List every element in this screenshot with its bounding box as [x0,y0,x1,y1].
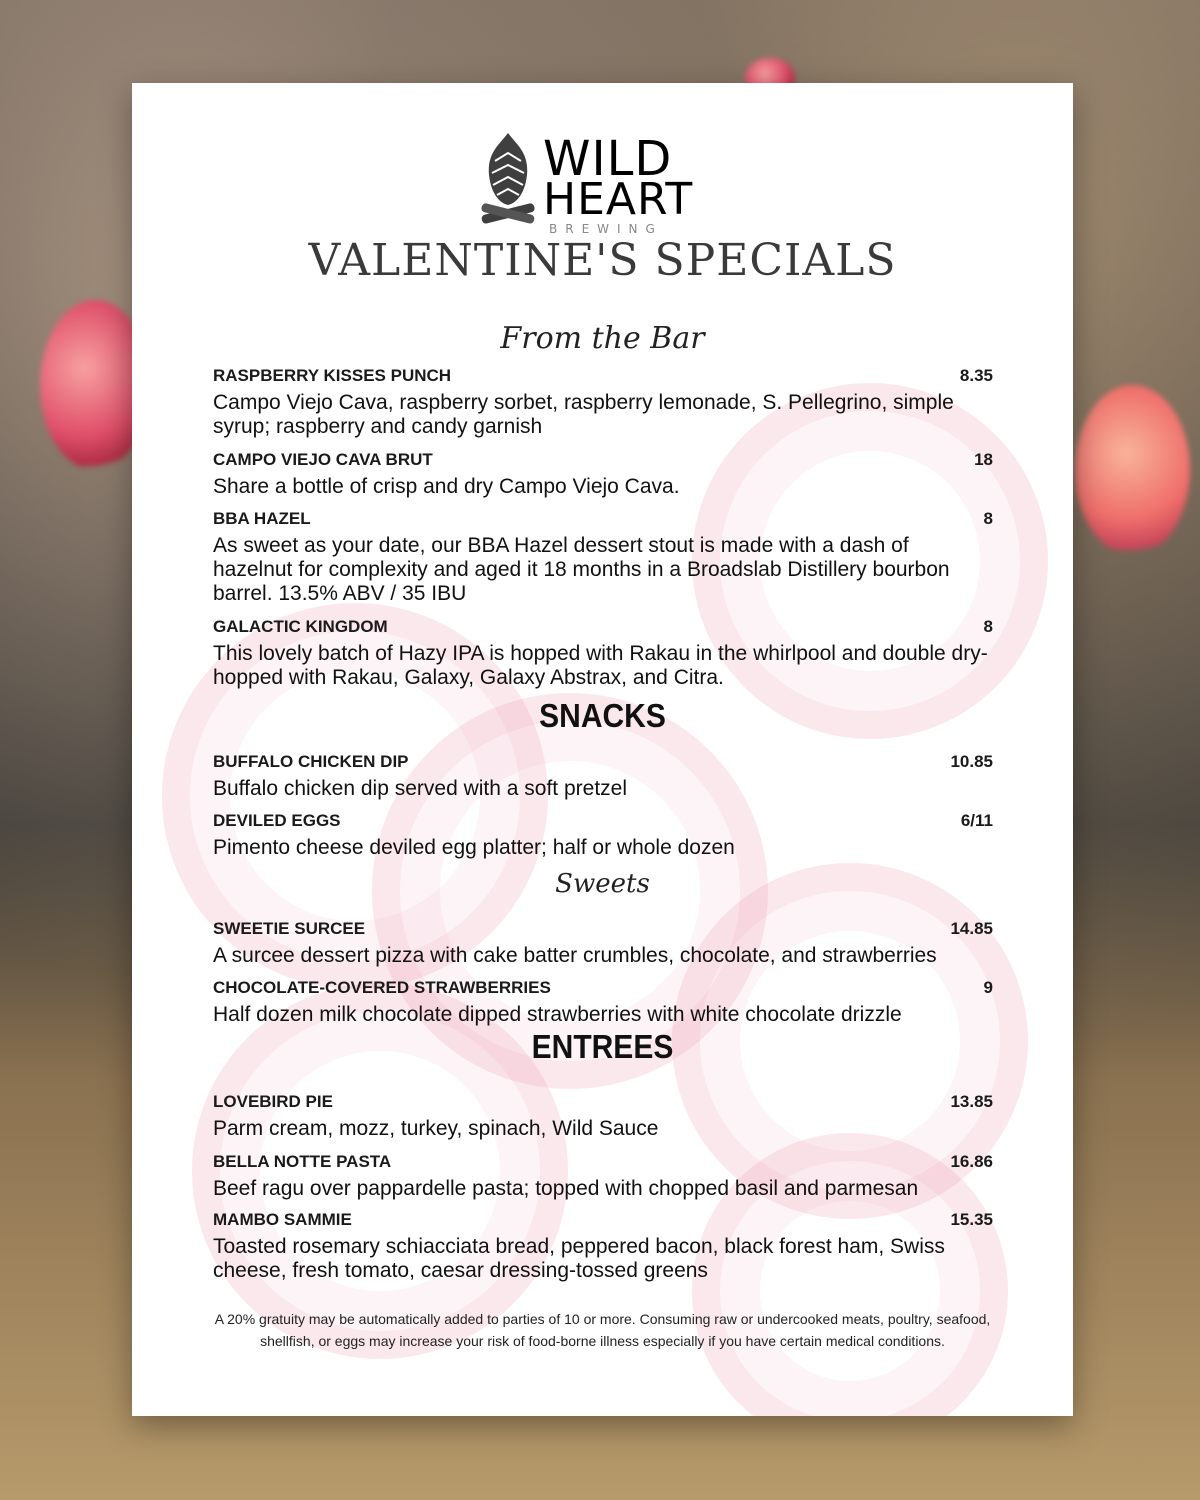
menu-item [213,752,993,801]
item-price: 13.85 [950,1092,993,1111]
item-description: Parm cream, mozz, turkey, spinach, Wild Sauce [213,1117,659,1140]
item-price: 8 [983,509,993,528]
section-entrees: ENTREES [531,1029,674,1066]
item-name: BUFFALO CHICKEN DIP [213,752,409,771]
item-description: Half dozen milk chocolate dipped strawberries with white chocolate drizzle [213,1003,902,1026]
item-price: 10.85 [950,752,993,771]
item-name: CHOCOLATE-COVERED STRAWBERRIES [213,978,551,997]
menu-item [213,1152,993,1201]
item-price: 15.35 [950,1210,993,1229]
wild-heart-logo [477,131,694,236]
item-price: 14.85 [950,919,993,938]
item-price: 9 [983,978,993,997]
section-snacks: SNACKS [539,698,666,735]
item-name: CAMPO VIEJO CAVA BRUT [213,450,433,469]
item-description: As sweet as your date, our BBA Hazel dessert stout is made with a dash of hazelnut for complexity and aged it 18 months in a Broadslab Distillery bourbon barrel. 13.5% ABV / 35 IBU [213,534,950,605]
item-price: 6/11 [960,811,993,830]
menu-item [213,919,993,968]
item-description: Campo Viejo Cava, raspberry sorbet, raspberry lemonade, S. Pellegrino, simple syrup; raspberry and candy garnish [213,391,954,438]
item-name: GALACTIC KINGDOM [213,617,388,636]
logo-heart-text: HEART [543,174,694,225]
item-name: DEVILED EGGS [213,811,341,830]
background-tulip-right [1075,385,1190,555]
item-name: BELLA NOTTE PASTA [213,1152,392,1171]
item-description: Buffalo chicken dip served with a soft pretzel [213,777,628,800]
item-description: A surcee dessert pizza with cake batter crumbles, chocolate, and strawberries [213,944,937,967]
item-name: BBA HAZEL [213,509,311,528]
item-description: Pimento cheese deviled egg platter; half or whole dozen [213,836,735,859]
item-name: SWEETIE SURCEE [213,919,366,938]
logo-brewing-text: BREWING [549,222,663,236]
item-name: LOVEBIRD PIE [213,1092,333,1111]
menu-item [213,1210,993,1283]
item-price: 18 [974,450,993,469]
item-price: 8.35 [959,366,993,385]
item-price: 8 [983,617,993,636]
gratuity-disclaimer: A 20% gratuity may be automatically added to parties of 10 or more. Consuming raw or undercooked meats, poultry, seafood, shellfish, or eggs may increase your risk of food-borne illness especially if you have certain medical conditions. [214,1311,991,1349]
hop-campfire-icon [477,131,539,236]
page-title: VALENTINE'S SPECIALS [308,235,897,286]
menu-item [213,978,993,1027]
item-price: 16.86 [950,1152,993,1171]
menu-item [213,509,993,606]
menu-item [213,617,993,690]
item-name: RASPBERRY KISSES PUNCH [213,366,452,385]
item-description: This lovely batch of Hazy IPA is hopped with Rakau in the whirlpool and double dry-hopped with Rakau, Galaxy, Galaxy Abstrax, and Citra. [213,642,988,689]
menu-item [213,450,993,499]
item-name: MAMBO SAMMIE [213,1210,352,1229]
menu-item [213,811,993,860]
logo-wild-text: WILD [543,131,673,187]
section-from-the-bar: From the Bar [500,321,705,356]
menu-card [132,83,1073,1416]
menu-item [213,366,993,439]
item-description: Share a bottle of crisp and dry Campo Viejo Cava. [213,475,680,498]
item-description: Beef ragu over pappardelle pasta; topped with chopped basil and parmesan [213,1177,919,1200]
section-sweets: Sweets [555,869,650,899]
item-description: Toasted rosemary schiacciata bread, peppered bacon, black forest ham, Swiss cheese, fresh tomato, caesar dressing-tossed greens [213,1235,945,1282]
menu-item [213,1092,993,1141]
